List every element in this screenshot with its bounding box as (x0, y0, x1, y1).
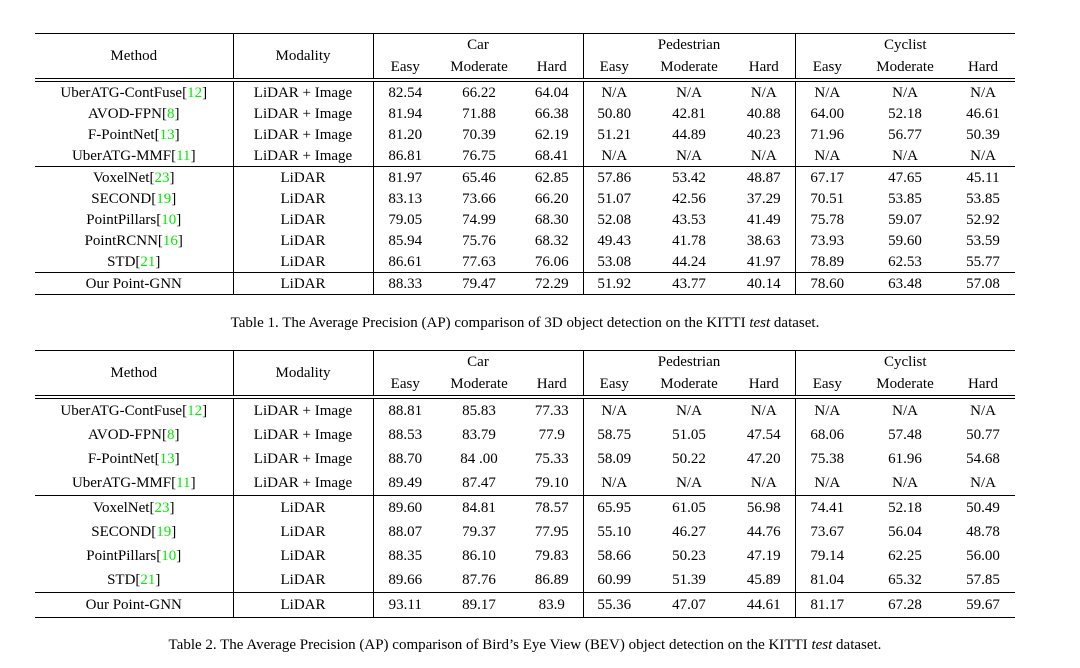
value-cell: 74.99 (462, 211, 496, 228)
col-group-cyclist: Cyclist (795, 34, 1015, 57)
value-cell: 45.89 (746, 572, 781, 588)
value-cell: 44.61 (733, 593, 795, 618)
results-table-bev (35, 350, 1015, 618)
citation-link[interactable]: 12 (187, 403, 203, 419)
col-header-easy: Easy (583, 56, 645, 80)
col-header-hard: Hard (733, 56, 795, 80)
value-cell: 70.51 (795, 188, 859, 209)
value-cell: N/A (970, 475, 996, 491)
value-cell: 66.20 (534, 190, 569, 207)
value-cell: 81.97 (373, 167, 437, 189)
table-row (35, 80, 1015, 103)
citation-link[interactable]: 13 (159, 451, 175, 467)
value-cell: N/A (970, 84, 996, 101)
value-cell: 79.14 (795, 544, 859, 568)
value-cell: 62.25 (888, 548, 922, 564)
value-cell: 79.47 (437, 273, 521, 295)
value-cell: 58.09 (583, 447, 645, 471)
value-cell: 71.88 (462, 105, 496, 122)
value-cell: N/A (795, 397, 859, 423)
table-body (35, 80, 1015, 295)
value-cell: 84 .00 (460, 451, 498, 467)
value-cell: 88.70 (373, 447, 437, 471)
value-cell: 88.35 (373, 544, 437, 568)
value-cell: 41.49 (746, 211, 781, 228)
method-cell: VoxelNet[23] (35, 167, 233, 189)
value-cell: 68.30 (534, 211, 569, 228)
value-cell: N/A (970, 147, 996, 164)
citation-link[interactable]: 19 (156, 190, 172, 207)
modality-cell: LiDAR + Image (233, 124, 373, 145)
value-cell: 58.66 (583, 544, 645, 568)
value-cell: 55.36 (583, 593, 645, 618)
table-row (35, 230, 1015, 251)
value-cell: N/A (892, 147, 918, 164)
value-cell: 46.27 (672, 524, 706, 540)
value-cell: 75.78 (795, 209, 859, 230)
value-cell: 51.05 (672, 427, 706, 443)
header-row-groups (35, 351, 1015, 374)
value-cell: 77.33 (534, 403, 569, 419)
value-cell: 93.11 (373, 593, 437, 618)
method-cell: VoxelNet[23] (35, 496, 233, 521)
value-cell: 56.98 (733, 496, 795, 521)
value-cell: N/A (676, 475, 702, 491)
col-header-hard: Hard (733, 373, 795, 397)
citation-link[interactable]: 11 (176, 147, 191, 164)
value-cell: 73.93 (795, 230, 859, 251)
value-cell: 74.41 (795, 496, 859, 521)
col-header-easy: Easy (583, 373, 645, 397)
value-cell: 40.88 (746, 105, 781, 122)
method-cell: PointPillars[10] (86, 211, 182, 228)
value-cell: 76.75 (462, 147, 496, 164)
value-cell: 78.57 (521, 496, 583, 521)
value-cell: 56.00 (966, 548, 1000, 564)
method-cell: AVOD-FPN[8] (88, 427, 180, 443)
col-group-cyclist: Cyclist (795, 351, 1015, 374)
value-cell: 81.17 (795, 593, 859, 618)
table-row (35, 520, 1015, 544)
table-row (35, 124, 1015, 145)
value-cell: N/A (750, 475, 777, 491)
col-header-hard: Hard (521, 373, 583, 397)
modality-cell: LiDAR (233, 544, 373, 568)
col-header-hard: Hard (521, 56, 583, 80)
modality-cell: LiDAR + Image (233, 423, 373, 447)
method-cell: AVOD-FPN[8] (88, 105, 180, 122)
value-cell: 51.39 (672, 572, 706, 588)
value-cell: N/A (970, 403, 996, 419)
col-header-moderate: Moderate (437, 373, 521, 397)
col-header-moderate: Moderate (437, 56, 521, 80)
value-cell: 68.06 (795, 423, 859, 447)
value-cell: 67.28 (859, 593, 951, 618)
citation-link[interactable]: 16 (162, 232, 178, 249)
value-cell: 86.89 (534, 572, 569, 588)
value-cell: N/A (750, 84, 777, 101)
table-row (35, 103, 1015, 124)
value-cell: 64.04 (534, 84, 569, 101)
modality-cell: LiDAR + Image (233, 471, 373, 496)
col-header-moderate: Moderate (645, 373, 733, 397)
method-cell: STD[21] (107, 572, 161, 588)
value-cell: 50.39 (966, 126, 1000, 143)
table-row (35, 593, 1015, 618)
value-cell: 57.86 (583, 167, 645, 189)
modality-cell: LiDAR (233, 593, 373, 618)
value-cell: 88.07 (373, 520, 437, 544)
value-cell: 50.49 (951, 496, 1015, 521)
value-cell: 55.10 (583, 520, 645, 544)
value-cell: 68.32 (534, 232, 569, 249)
value-cell: 40.23 (746, 126, 781, 143)
value-cell: N/A (676, 147, 702, 164)
method-cell: UberATG-MMF[11] (71, 475, 196, 491)
value-cell: 52.08 (583, 209, 645, 230)
citation-link[interactable]: 23 (154, 500, 170, 516)
value-cell: 65.46 (437, 167, 521, 189)
value-cell: 78.89 (795, 251, 859, 273)
col-header-moderate: Moderate (859, 56, 951, 80)
modality-cell: LiDAR + Image (233, 80, 373, 103)
col-header-hard: Hard (951, 373, 1015, 397)
value-cell: 71.96 (795, 124, 859, 145)
table-header (35, 34, 1015, 81)
table-row (35, 167, 1015, 189)
value-cell: 85.83 (462, 403, 496, 419)
caption-text: Table 2. The Average Precision (AP) comparison of Bird’s Eye View (BEV) object detection on the KITTI (168, 637, 812, 653)
value-cell: 44.89 (672, 126, 706, 143)
table-row (35, 471, 1015, 496)
value-cell: 83.9 (521, 593, 583, 618)
value-cell: N/A (892, 84, 918, 101)
method-cell: SECOND[19] (91, 524, 177, 540)
col-header-easy: Easy (373, 373, 437, 397)
value-cell: 83.79 (462, 427, 496, 443)
method-cell: PointPillars[10] (86, 548, 182, 564)
method-cell: F-PointNet[13] (87, 451, 180, 467)
value-cell: 88.33 (373, 273, 437, 295)
value-cell: 59.60 (888, 232, 922, 249)
value-cell: 52.18 (888, 105, 922, 122)
modality-cell: LiDAR + Image (233, 103, 373, 124)
method-cell: PointRCNN[16] (84, 232, 183, 249)
value-cell: 47.19 (746, 548, 781, 564)
value-cell: 56.04 (888, 524, 922, 540)
value-cell: N/A (583, 80, 645, 103)
value-cell: N/A (676, 403, 702, 419)
caption-text: dataset. (770, 315, 820, 331)
table-row (35, 544, 1015, 568)
value-cell: 53.08 (583, 251, 645, 273)
modality-cell: LiDAR (233, 188, 373, 209)
caption-text: dataset. (832, 637, 882, 653)
citation-link[interactable]: 12 (187, 84, 203, 101)
value-cell: N/A (892, 475, 918, 491)
value-cell: N/A (676, 84, 702, 101)
value-cell: 87.76 (462, 572, 496, 588)
value-cell: 51.07 (583, 188, 645, 209)
value-cell: 47.54 (746, 427, 781, 443)
value-cell: N/A (750, 147, 777, 164)
value-cell: 42.81 (672, 105, 706, 122)
value-cell: 72.29 (521, 273, 583, 295)
value-cell: 59.67 (951, 593, 1015, 618)
table-row (35, 568, 1015, 593)
header-row-groups (35, 34, 1015, 57)
method-cell: Our Point-GNN (35, 593, 233, 618)
value-cell: 66.22 (462, 84, 496, 101)
value-cell: 63.48 (859, 273, 951, 295)
value-cell: 86.81 (373, 145, 437, 167)
value-cell: 61.96 (888, 451, 922, 467)
table-2-caption (35, 637, 1015, 654)
value-cell: 86.61 (373, 251, 437, 273)
col-group-pedestrian: Pedestrian (583, 34, 795, 57)
results-table-3d (35, 33, 1015, 295)
value-cell: 76.06 (534, 253, 569, 270)
value-cell: 50.22 (672, 451, 706, 467)
value-cell: 77.63 (462, 253, 496, 270)
value-cell: 89.49 (373, 471, 437, 496)
value-cell: 79.05 (373, 209, 437, 230)
method-cell: STD[21] (107, 253, 161, 270)
value-cell: 40.14 (733, 273, 795, 295)
col-header-method: Method (35, 351, 233, 398)
value-cell: N/A (795, 471, 859, 496)
value-cell: 53.42 (645, 167, 733, 189)
value-cell: 66.38 (534, 105, 569, 122)
value-cell: 48.78 (966, 524, 1000, 540)
modality-cell: LiDAR (233, 568, 373, 593)
citation-link[interactable]: 23 (154, 169, 170, 186)
value-cell: 62.53 (888, 253, 922, 270)
col-group-car: Car (373, 351, 583, 374)
citation-link[interactable]: 10 (161, 548, 177, 564)
method-cell: UberATG-MMF[11] (71, 147, 196, 164)
value-cell: N/A (583, 397, 645, 423)
modality-cell: LiDAR (233, 520, 373, 544)
value-cell: 84.81 (437, 496, 521, 521)
citation-link[interactable]: 21 (140, 253, 156, 270)
col-header-modality: Modality (233, 34, 373, 81)
col-header-hard: Hard (951, 56, 1015, 80)
citation-link[interactable]: 19 (156, 524, 172, 540)
value-cell: 59.07 (888, 211, 922, 228)
value-cell: 85.94 (373, 230, 437, 251)
value-cell: 38.63 (746, 232, 781, 249)
value-cell: 82.54 (373, 80, 437, 103)
col-header-easy: Easy (795, 56, 859, 80)
value-cell: 77.9 (538, 427, 565, 443)
value-cell: 43.53 (672, 211, 706, 228)
value-cell: 83.13 (373, 188, 437, 209)
value-cell: 64.00 (795, 103, 859, 124)
modality-cell: LiDAR + Image (233, 145, 373, 167)
value-cell: 51.21 (583, 124, 645, 145)
value-cell: 61.05 (645, 496, 733, 521)
value-cell: 56.77 (888, 126, 922, 143)
value-cell: 46.61 (966, 105, 1000, 122)
value-cell: 89.66 (373, 568, 437, 593)
value-cell: N/A (892, 403, 918, 419)
value-cell: 52.92 (966, 211, 1000, 228)
value-cell: 44.76 (746, 524, 781, 540)
value-cell: 57.48 (888, 427, 922, 443)
col-header-method: Method (35, 34, 233, 81)
col-group-pedestrian: Pedestrian (583, 351, 795, 374)
value-cell: 50.77 (966, 427, 1000, 443)
value-cell: 57.85 (966, 572, 1000, 588)
col-header-easy: Easy (795, 373, 859, 397)
value-cell: 79.83 (534, 548, 569, 564)
table-row (35, 251, 1015, 273)
method-cell: UberATG-ContFuse[12] (60, 84, 208, 101)
value-cell: 55.77 (966, 253, 1000, 270)
table-1-caption (35, 315, 1015, 332)
value-cell: N/A (583, 471, 645, 496)
value-cell: 44.24 (672, 253, 706, 270)
value-cell: 65.95 (583, 496, 645, 521)
value-cell: 88.81 (373, 397, 437, 423)
value-cell: 86.10 (462, 548, 496, 564)
modality-cell: LiDAR (233, 209, 373, 230)
value-cell: 51.92 (583, 273, 645, 295)
value-cell: 81.94 (373, 103, 437, 124)
value-cell: 62.19 (534, 126, 569, 143)
modality-cell: LiDAR (233, 167, 373, 189)
value-cell: 79.10 (534, 475, 569, 491)
value-cell: N/A (750, 403, 777, 419)
citation-link[interactable]: 11 (176, 475, 191, 491)
value-cell: 62.85 (521, 167, 583, 189)
value-cell: 48.87 (733, 167, 795, 189)
col-group-car: Car (373, 34, 583, 57)
value-cell: 54.68 (966, 451, 1000, 467)
value-cell: 70.39 (462, 126, 496, 143)
value-cell: 73.66 (462, 190, 496, 207)
value-cell: 37.29 (746, 190, 781, 207)
value-cell: 52.18 (859, 496, 951, 521)
value-cell: 47.20 (746, 451, 781, 467)
table-row (35, 496, 1015, 521)
citation-link[interactable]: 10 (161, 211, 177, 228)
value-cell: 41.78 (672, 232, 706, 249)
value-cell: 50.80 (583, 103, 645, 124)
table-row (35, 423, 1015, 447)
value-cell: 42.56 (672, 190, 706, 207)
table-header (35, 351, 1015, 398)
value-cell: N/A (795, 145, 859, 167)
citation-link[interactable]: 13 (159, 126, 175, 143)
table-row (35, 209, 1015, 230)
value-cell: 78.60 (795, 273, 859, 295)
value-cell: 75.76 (462, 232, 496, 249)
caption-italic-word: test (749, 315, 771, 331)
modality-cell: LiDAR (233, 273, 373, 295)
value-cell: 49.43 (583, 230, 645, 251)
modality-cell: LiDAR (233, 496, 373, 521)
value-cell: 89.17 (437, 593, 521, 618)
value-cell: 47.65 (859, 167, 951, 189)
col-header-modality: Modality (233, 351, 373, 398)
value-cell: 45.11 (951, 167, 1015, 189)
col-header-moderate: Moderate (859, 373, 951, 397)
value-cell: 53.85 (888, 190, 922, 207)
citation-link[interactable]: 21 (140, 572, 156, 588)
col-header-moderate: Moderate (645, 56, 733, 80)
method-cell: UberATG-ContFuse[12] (60, 403, 208, 419)
caption-text: Table 1. The Average Precision (AP) comparison of 3D object detection on the KITTI (230, 315, 750, 331)
value-cell: 67.17 (795, 167, 859, 189)
value-cell: N/A (795, 80, 859, 103)
citation-link[interactable]: 8 (166, 427, 175, 443)
value-cell: 75.33 (534, 451, 569, 467)
table-body (35, 397, 1015, 618)
caption-italic-word: test (811, 637, 833, 653)
value-cell: 87.47 (462, 475, 496, 491)
modality-cell: LiDAR + Image (233, 397, 373, 423)
value-cell: N/A (583, 145, 645, 167)
col-header-easy: Easy (373, 56, 437, 80)
value-cell: 77.95 (534, 524, 569, 540)
value-cell: 50.23 (672, 548, 706, 564)
value-cell: 53.85 (966, 190, 1000, 207)
method-cell: SECOND[19] (91, 190, 177, 207)
table-row (35, 397, 1015, 423)
method-cell: Our Point-GNN (35, 273, 233, 295)
value-cell: 79.37 (462, 524, 496, 540)
table-row (35, 145, 1015, 167)
citation-link[interactable]: 8 (166, 105, 175, 122)
value-cell: 81.20 (373, 124, 437, 145)
value-cell: 88.53 (373, 423, 437, 447)
modality-cell: LiDAR (233, 251, 373, 273)
table-row (35, 447, 1015, 471)
value-cell: 65.32 (888, 572, 922, 588)
modality-cell: LiDAR (233, 230, 373, 251)
value-cell: 41.97 (746, 253, 781, 270)
table-row (35, 273, 1015, 295)
value-cell: 68.41 (534, 147, 569, 164)
value-cell: 47.07 (645, 593, 733, 618)
table-row (35, 188, 1015, 209)
value-cell: 75.38 (795, 447, 859, 471)
value-cell: 53.59 (966, 232, 1000, 249)
value-cell: 73.67 (795, 520, 859, 544)
value-cell: 43.77 (645, 273, 733, 295)
value-cell: 60.99 (583, 568, 645, 593)
modality-cell: LiDAR + Image (233, 447, 373, 471)
value-cell: 58.75 (583, 423, 645, 447)
value-cell: 81.04 (795, 568, 859, 593)
value-cell: 89.60 (373, 496, 437, 521)
method-cell: F-PointNet[13] (87, 126, 180, 143)
value-cell: 57.08 (951, 273, 1015, 295)
